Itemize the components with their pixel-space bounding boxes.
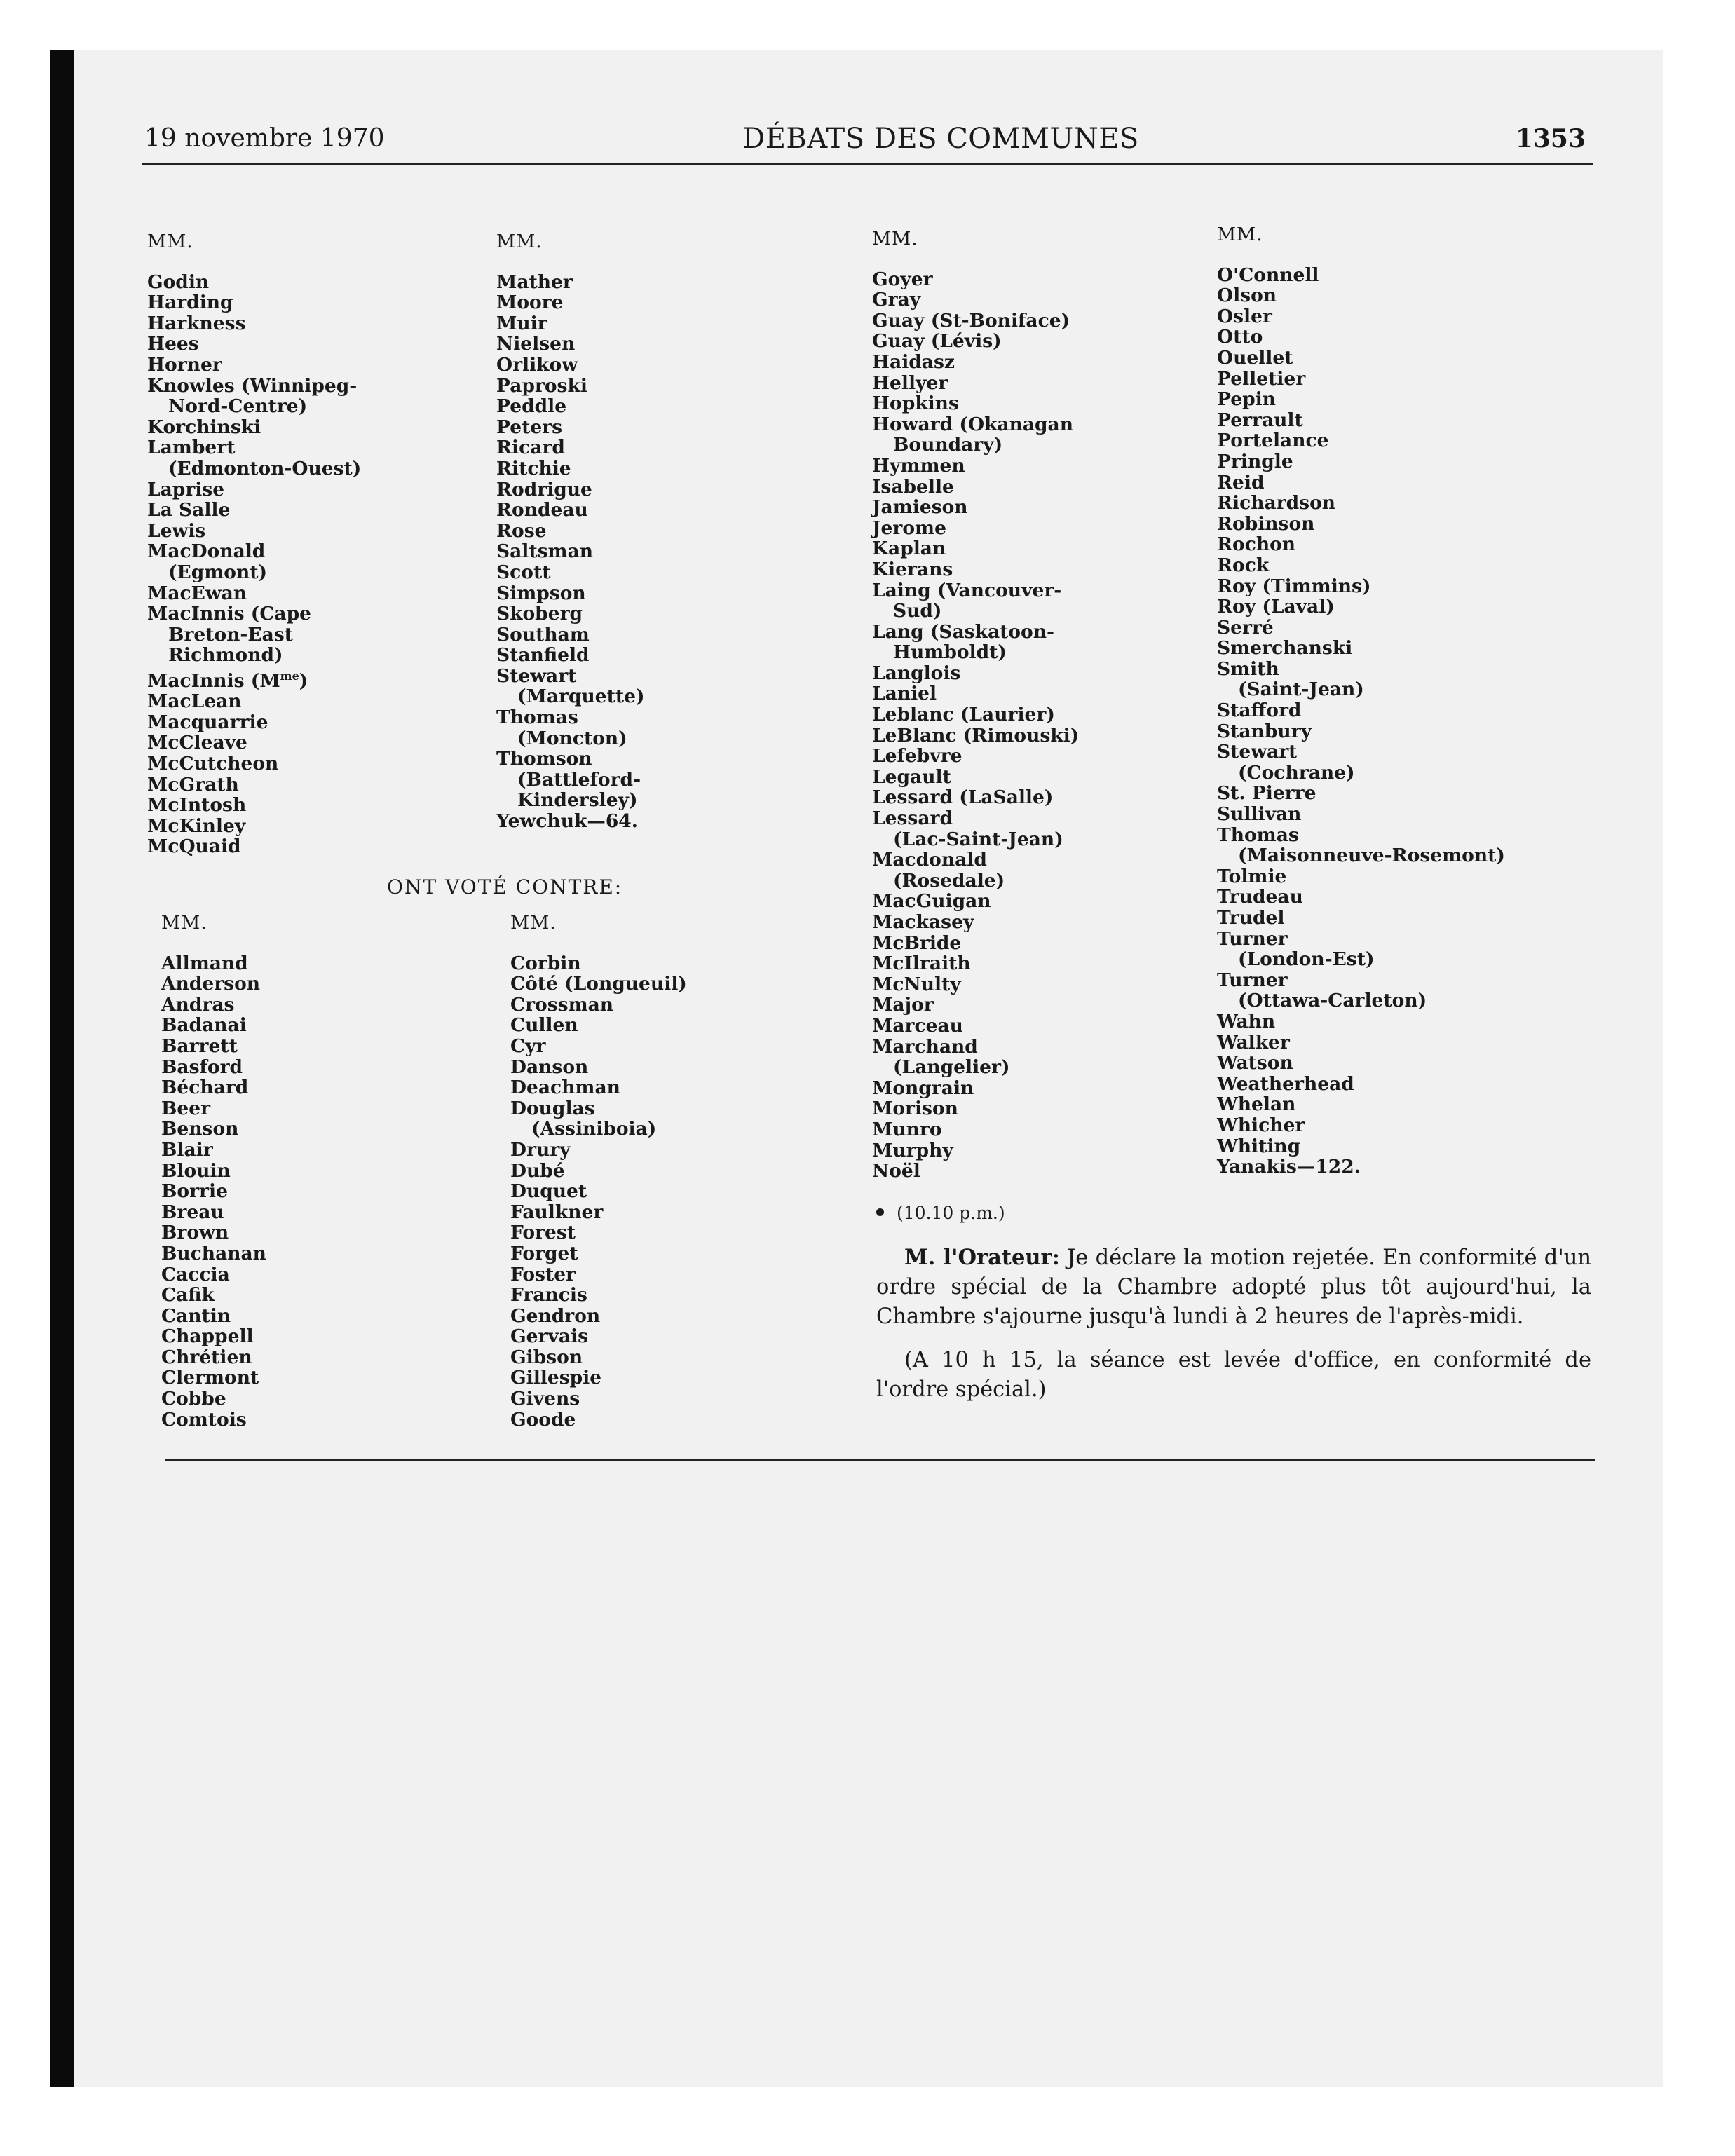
member-name: Cantin: [161, 1304, 231, 1327]
member-name: Olson: [1217, 285, 1277, 307]
member-name: Hymmen: [872, 454, 965, 477]
member-name: Ouellet: [1217, 346, 1293, 369]
member-name: Kaplan: [872, 538, 946, 560]
column-label: MM.: [510, 912, 557, 934]
member-name: Caccia: [161, 1263, 230, 1285]
member-name: Guay (St-Boniface): [872, 309, 1070, 332]
member-name: Jamieson: [872, 496, 968, 519]
member-name: Dubé: [510, 1159, 565, 1182]
member-name: MacDonald: [147, 540, 266, 563]
contre-column-1: [161, 913, 266, 1430]
member-name: McBride: [872, 932, 962, 954]
member-name: Moore: [496, 292, 564, 314]
member-list: [1217, 265, 1505, 1178]
member-name: Robinson: [1217, 512, 1315, 535]
member-name: Harding: [147, 292, 233, 314]
member-name: Jerome: [872, 517, 946, 539]
member-name: Boundary): [893, 434, 1003, 456]
member-name: Cullen: [510, 1014, 578, 1037]
column-label: MM.: [1217, 224, 1263, 245]
member-name: Forget: [510, 1242, 578, 1264]
member-name: (Egmont): [168, 561, 268, 583]
member-name: Gibson: [510, 1346, 583, 1368]
member-name: (Maisonneuve-Rosemont): [1238, 845, 1505, 867]
contre-heading: ONT VOTÉ CONTRE:: [387, 875, 623, 899]
member-name: Duquet: [510, 1180, 587, 1203]
member-name: Foster: [510, 1263, 576, 1285]
member-list: [872, 269, 1079, 1182]
member-name: Cobbe: [161, 1388, 226, 1410]
member-name: Laniel: [872, 683, 937, 705]
member-name: Munro: [872, 1118, 942, 1140]
member-name: Humboldt): [893, 641, 1007, 664]
member-name: Otto: [1217, 326, 1263, 348]
column-label: MM.: [161, 912, 207, 934]
member-name: Yewchuk—64.: [496, 810, 638, 833]
time-stamp: [876, 1202, 1591, 1224]
member-list: [510, 953, 687, 1431]
member-name: Orlikow: [496, 353, 578, 376]
member-name: Korchinski: [147, 416, 261, 438]
member-name: Morison: [872, 1098, 958, 1120]
closing-note: (A 10 h 15, la séance est levée d'office, en conformité de l'ordre spécial.): [876, 1348, 1591, 1402]
member-name: Nord-Centre): [168, 395, 308, 418]
member-name: Leblanc (Laurier): [872, 704, 1055, 726]
member-name: Isabelle: [872, 475, 954, 498]
member-name: Stewart: [1217, 741, 1298, 763]
member-name: La Salle: [147, 499, 231, 521]
member-name: McKinley: [147, 814, 246, 837]
member-name: MacEwan: [147, 582, 247, 604]
member-name: Turner: [1217, 969, 1288, 991]
member-name: Stewart: [496, 664, 577, 687]
member-list: [161, 953, 266, 1431]
member-name: Yanakis—122.: [1217, 1156, 1361, 1178]
member-name: Harkness: [147, 312, 246, 334]
member-name: Pelletier: [1217, 367, 1306, 390]
speaker-paragraph: [876, 1243, 1591, 1332]
member-name: Hees: [147, 333, 199, 355]
member-name: Cafik: [161, 1284, 215, 1306]
member-name: Godin: [147, 271, 210, 293]
member-name: McQuaid: [147, 835, 241, 858]
member-name: Turner: [1217, 927, 1288, 950]
member-name: Ricard: [496, 437, 565, 459]
member-name: Stafford: [1217, 700, 1302, 722]
member-list: [496, 272, 645, 832]
member-name: Rose: [496, 519, 547, 542]
member-name: Blouin: [161, 1159, 231, 1182]
member-name: Southam: [496, 623, 590, 646]
member-name: Mackasey: [872, 911, 974, 933]
member-name: Paproski: [496, 374, 587, 397]
member-name: (Rosedale): [893, 869, 1005, 892]
member-name: MacInnis $(M^{me})$: [147, 669, 308, 692]
member-name: Osler: [1217, 305, 1272, 327]
member-name: Thomas: [1217, 824, 1299, 846]
header-rule: [142, 163, 1593, 165]
member-name: Anderson: [161, 973, 261, 995]
member-name: Lewis: [147, 519, 206, 542]
member-name: Murphy: [872, 1139, 953, 1161]
member-name: Barrett: [161, 1035, 238, 1057]
member-name: Noël: [872, 1160, 920, 1182]
member-name: Walker: [1217, 1031, 1290, 1053]
member-name: Goode: [510, 1408, 576, 1431]
member-name: Legault: [872, 765, 951, 788]
member-name: Givens: [510, 1388, 580, 1410]
scanned-page: [50, 50, 1663, 2087]
member-name: Watson: [1217, 1052, 1293, 1074]
member-name: Faulkner: [510, 1201, 604, 1223]
member-name: Laprise: [147, 478, 225, 500]
member-name: Cyr: [510, 1035, 546, 1057]
member-name: (Saint-Jean): [1238, 678, 1364, 701]
member-name: MacInnis (Cape: [147, 603, 311, 625]
member-name: (Cochrane): [1238, 761, 1355, 784]
member-name: Beer: [161, 1097, 211, 1119]
member-name: McCleave: [147, 732, 247, 754]
member-name: Marchand: [872, 1035, 978, 1058]
member-name: Corbin: [510, 952, 581, 974]
member-name: (Lac-Saint-Jean): [893, 828, 1063, 850]
speaker-label: M. l'Orateur:: [904, 1245, 1060, 1270]
member-name: Portelance: [1217, 430, 1329, 452]
member-name: Rock: [1217, 554, 1270, 576]
member-name: Wahn: [1217, 1010, 1276, 1032]
member-name: Goyer: [872, 268, 933, 290]
member-name: Crossman: [510, 993, 614, 1016]
member-name: LeBlanc (Rimouski): [872, 724, 1080, 746]
member-name: Howard (Okanagan: [872, 413, 1073, 435]
member-name: Tolmie: [1217, 865, 1287, 887]
pour-column-2: [496, 231, 645, 832]
member-name: Basford: [161, 1056, 243, 1078]
member-name: Chrétien: [161, 1346, 252, 1368]
header-title: DÉBATS DES COMMUNES: [742, 123, 1139, 155]
member-name: Gervais: [510, 1325, 589, 1348]
column-label: MM.: [147, 231, 193, 252]
member-name: Deachman: [510, 1077, 620, 1099]
member-name: Lang (Saskatoon-: [872, 620, 1054, 643]
member-name: McGrath: [147, 773, 239, 796]
member-name: Roy (Laval): [1217, 596, 1335, 618]
member-name: O'Connell: [1217, 264, 1319, 286]
bottom-rule: [165, 1459, 1595, 1461]
member-name: Béchard: [161, 1077, 249, 1099]
header-date: 19 novembre 1970: [144, 124, 385, 153]
member-name: Weatherhead: [1217, 1072, 1354, 1095]
member-name: Douglas: [510, 1097, 595, 1119]
member-name: Pringle: [1217, 450, 1293, 472]
member-name: Breton-East: [168, 623, 293, 646]
member-name: Macdonald: [872, 849, 987, 871]
member-name: Marceau: [872, 1014, 963, 1037]
member-name: (Marquette): [517, 685, 645, 708]
member-name: Pepin: [1217, 388, 1276, 411]
bullet-icon: [876, 1208, 884, 1216]
time-text: (10.10 p.m.): [897, 1203, 1005, 1223]
adjournment-block: [876, 1202, 1591, 1419]
member-name: Nielsen: [496, 333, 576, 355]
member-name: Thomas: [496, 707, 578, 729]
member-name: Peters: [496, 416, 563, 438]
member-name: Smith: [1217, 657, 1279, 680]
member-name: Rondeau: [496, 499, 588, 521]
member-name: Langlois: [872, 662, 961, 684]
member-name: Trudeau: [1217, 886, 1303, 908]
member-name: Peddle: [496, 395, 567, 418]
member-name: Badanai: [161, 1014, 247, 1037]
member-name: Guay (Lévis): [872, 330, 1002, 353]
member-name: Thomson: [496, 748, 592, 770]
member-name: Stanfield: [496, 644, 590, 667]
member-name: Hopkins: [872, 393, 959, 415]
contre-column-2: [510, 913, 687, 1430]
member-name: Danson: [510, 1056, 589, 1078]
contre-column-3: [872, 228, 1079, 1182]
member-name: MacGuigan: [872, 890, 991, 913]
contre-column-4: [1217, 224, 1505, 1178]
member-name: Hellyer: [872, 371, 948, 394]
member-name: Richmond): [168, 644, 283, 667]
member-name: Stanbury: [1217, 720, 1312, 742]
member-name: Skoberg: [496, 603, 583, 625]
member-name: Whicher: [1217, 1114, 1305, 1136]
member-name: (Moncton): [517, 727, 627, 749]
member-name: Whiting: [1217, 1135, 1301, 1157]
member-name: (Assiniboia): [531, 1118, 657, 1140]
member-name: Borrie: [161, 1180, 228, 1203]
member-name: Drury: [510, 1138, 571, 1161]
member-name: Lefebvre: [872, 745, 962, 767]
member-name: Saltsman: [496, 540, 594, 563]
member-name: (Edmonton-Ouest): [168, 457, 362, 479]
member-name: Kierans: [872, 558, 953, 580]
member-name: (Ottawa-Carleton): [1238, 990, 1427, 1012]
member-name: Major: [872, 994, 934, 1016]
column-label: MM.: [496, 231, 543, 252]
member-name: Scott: [496, 561, 551, 583]
member-name: St. Pierre: [1217, 782, 1316, 805]
member-name: Rochon: [1217, 533, 1296, 556]
member-name: Lessard: [872, 807, 953, 830]
member-name: Brown: [161, 1222, 229, 1244]
member-name: McCutcheon: [147, 753, 279, 775]
member-name: Smerchanski: [1217, 637, 1353, 660]
member-name: Rodrigue: [496, 478, 592, 500]
member-name: Muir: [496, 312, 547, 334]
member-name: Clermont: [161, 1367, 259, 1389]
member-name: Sud): [893, 600, 942, 622]
member-name: Andras: [161, 993, 235, 1016]
binding-edge: [50, 50, 74, 2087]
member-list: [147, 272, 361, 857]
member-name: Lambert: [147, 437, 236, 459]
member-name: Macquarrie: [147, 711, 268, 733]
member-name: Reid: [1217, 471, 1265, 493]
member-name: Mather: [496, 271, 573, 293]
member-name: Côté (Longueuil): [510, 973, 687, 995]
member-name: Breau: [161, 1201, 224, 1223]
member-name: Comtois: [161, 1408, 247, 1431]
member-name: Horner: [147, 353, 222, 376]
member-name: Mongrain: [872, 1077, 974, 1099]
header-page-number: 1353: [1515, 124, 1586, 153]
member-name: McIlraith: [872, 953, 971, 975]
member-name: Serré: [1217, 616, 1274, 639]
speaker-text: Je déclare la motion rejetée. En conformité d'un ordre spécial de la Chambre adopté plus tôt aujourd'hui, la Chambre s'ajourne jusqu'à lundi à 2 heures de l'après-midi.: [876, 1246, 1591, 1329]
pour-column-1: [147, 231, 361, 857]
member-name: Blair: [161, 1138, 213, 1161]
member-name: Haidasz: [872, 350, 955, 373]
member-name: Gray: [872, 289, 921, 311]
member-name: Knowles (Winnipeg-: [147, 374, 358, 397]
column-label: MM.: [872, 228, 918, 250]
member-name: McNulty: [872, 973, 961, 995]
member-name: Chappell: [161, 1325, 254, 1348]
member-name: Laing (Vancouver-: [872, 579, 1062, 601]
member-name: MacLean: [147, 690, 242, 713]
member-name: (Battleford-: [517, 768, 641, 791]
member-name: Roy (Timmins): [1217, 575, 1371, 597]
member-name: Trudel: [1217, 907, 1285, 929]
member-name: Gillespie: [510, 1367, 602, 1389]
member-name: Whelan: [1217, 1093, 1296, 1116]
member-name: Gendron: [510, 1304, 601, 1327]
member-name: Forest: [510, 1222, 576, 1244]
member-name: (Langelier): [893, 1056, 1010, 1079]
member-name: Kindersley): [517, 789, 638, 812]
member-name: Simpson: [496, 582, 586, 604]
member-name: Allmand: [161, 952, 248, 974]
member-name: Perrault: [1217, 409, 1303, 431]
member-name: Sullivan: [1217, 803, 1302, 826]
member-name: (London-Est): [1238, 948, 1375, 971]
member-name: Buchanan: [161, 1242, 266, 1264]
member-name: Francis: [510, 1284, 587, 1306]
member-name: McIntosh: [147, 794, 247, 817]
member-name: Richardson: [1217, 492, 1336, 514]
member-name: Ritchie: [496, 457, 571, 479]
member-name: Lessard (LaSalle): [872, 786, 1054, 809]
member-name: Benson: [161, 1118, 239, 1140]
